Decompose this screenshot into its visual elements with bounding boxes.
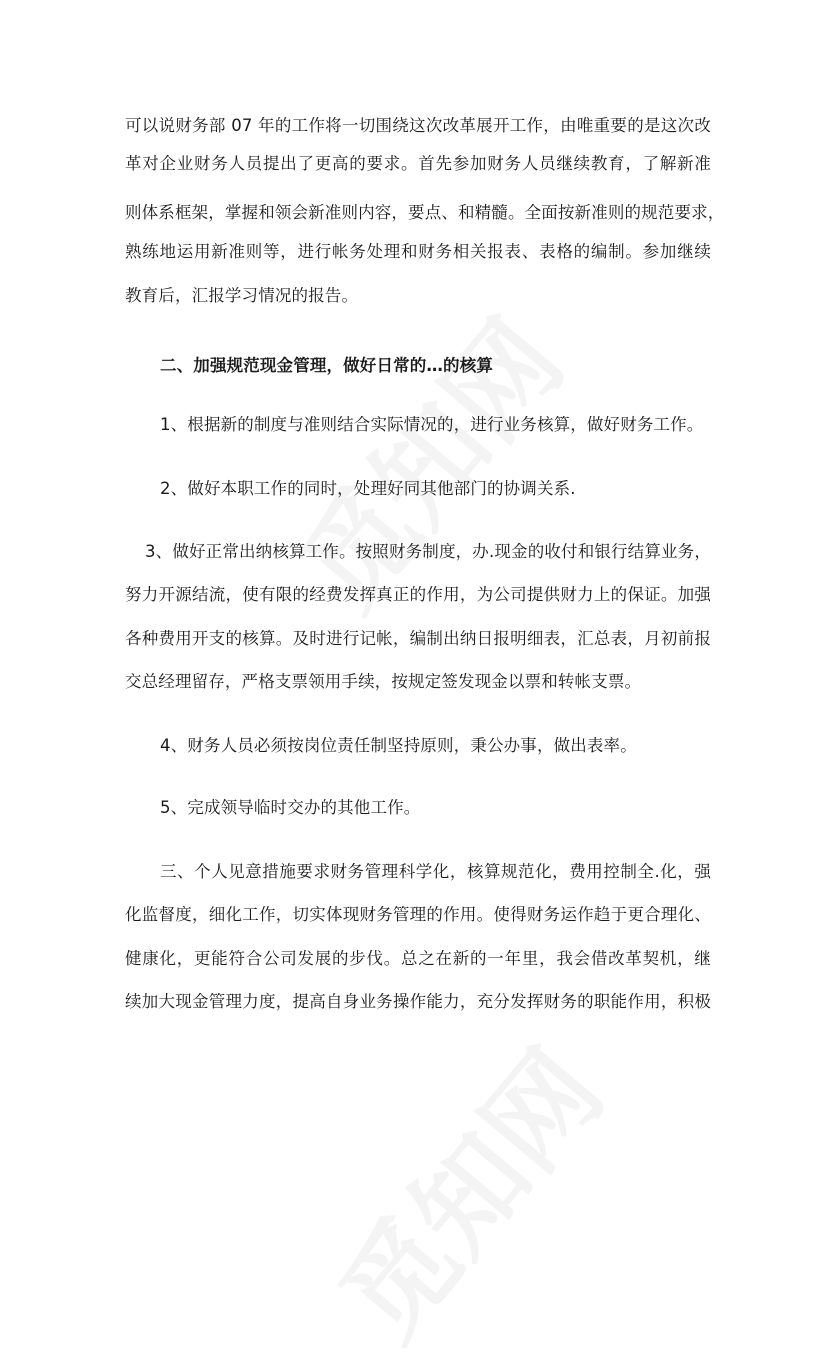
paragraph-3-line-3: 健康化，更能符合公司发展的步伐。总之在新的一年里，我会借改革契机，继 <box>125 949 711 968</box>
list-item-2: 2、做好本职工作的同时，处理好同其他部门的协调关系. <box>160 479 576 498</box>
paragraph-3-line-4: 续加大现金管理力度，提高自身业务操作能力，充分发挥财务的职能作用，积极 <box>125 992 711 1011</box>
list-item-3-line-3: 各种费用开支的核算。及时进行记帐，编制出纳日报明细表，汇总表，月初前报 <box>125 629 711 648</box>
paragraph-1-line-2: 革对企业财务人员提出了更高的要求。首先参加财务人员继续教育，了解新准 <box>125 154 711 173</box>
paragraph-3-line-1: 三、个人见意措施要求财务管理科学化，核算规范化，费用控制全.化，强 <box>160 862 711 881</box>
list-item-1: 1、根据新的制度与准则结合实际情况的，进行业务核算，做好财务工作。 <box>160 415 704 434</box>
paragraph-1-line-3: 则体系框架，掌握和领会新准则内容，要点、和精髓。全面按新准则的规范要求， <box>125 203 725 222</box>
list-item-4: 4、财务人员必须按岗位责任制坚持原则，秉公办事，做出表率。 <box>160 736 637 755</box>
list-item-3-line-4: 交总经理留存，严格支票领用手续，按规定签发现金以票和转帐支票。 <box>125 672 642 691</box>
paragraph-1-line-5: 教育后，汇报学习情况的报告。 <box>125 286 359 305</box>
watermark-bottom <box>298 1012 631 1366</box>
paragraph-1-line-4: 熟练地运用新准则等，进行帐务处理和财务相关报表、表格的编制。参加继续 <box>125 242 711 261</box>
paragraph-3-line-2: 化监督度，细化工作，切实体现财务管理的作用。使得财务运作趋于更合理化、 <box>125 905 711 924</box>
list-item-3-line-1: 3、做好正常出纳核算工作。按照财务制度，办.现金的收付和银行结算业务， <box>145 542 711 561</box>
paragraph-1-line-1: 可以说财务部 07 年的工作将一切围绕这次改革展开工作，由唯重要的是这次改 <box>125 116 711 135</box>
list-item-5: 5、完成领导临时交办的其他工作。 <box>160 798 421 817</box>
list-item-3-line-2: 努力开源结流，使有限的经费发挥真正的作用，为公司提供财力上的保证。加强 <box>125 585 711 604</box>
section-heading-2: 二、加强规范现金管理，做好日常的…的核算 <box>160 356 493 375</box>
